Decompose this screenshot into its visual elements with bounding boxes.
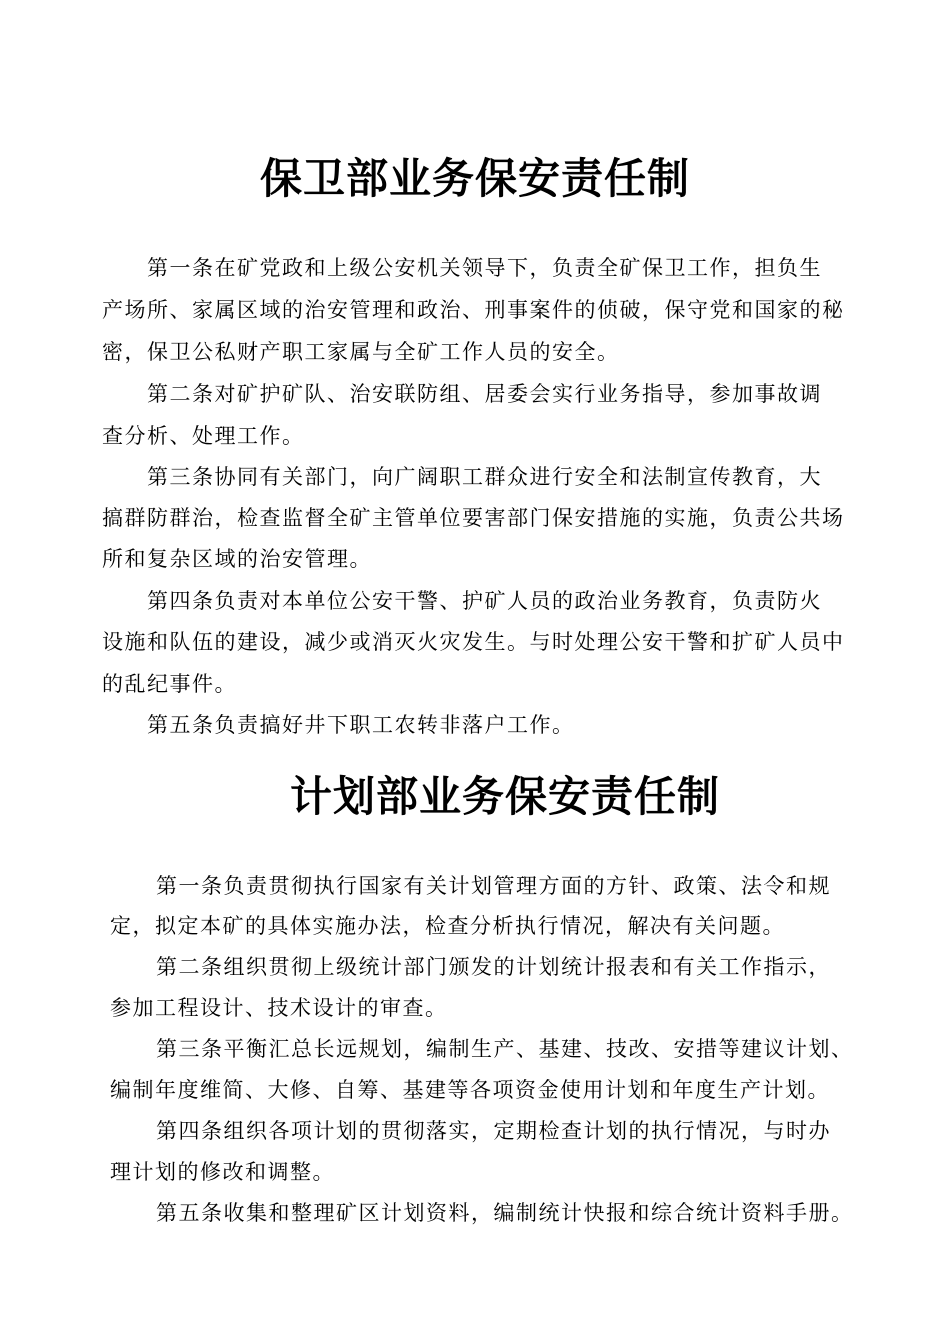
paragraph-line: 第三条协同有关部门，向广阔职工群众进行安全和法制宣传教育，大 [147,465,822,489]
paragraph-line: 密，保卫公私财产职工家属与全矿工作人员的安全。 [102,340,620,364]
paragraph-line: 搞群防群治，检查监督全矿主管单位要害部门保安措施的实施，负责公共场 [102,506,845,530]
paragraph-line: 第四条负责对本单位公安干警、护矿人员的政治业务教育，负责防火 [147,589,822,613]
paragraph-line: 第一条负责贯彻执行国家有关计划管理方面的方针、政策、法令和规 [156,874,831,898]
paragraph-line: 所和复杂区域的治安管理。 [102,547,372,571]
paragraph-line: 第一条在矿党政和上级公安机关领导下，负责全矿保卫工作，担负生 [147,256,822,280]
paragraph-line: 参加工程设计、技术设计的审查。 [110,996,448,1020]
paragraph-line: 产场所、家属区域的治安管理和政治、刑事案件的侦破，保守党和国家的秘 [102,298,845,322]
paragraph-line: 第五条收集和整理矿区计划资料，编制统计快报和综合统计资料手册。 [156,1201,854,1225]
paragraph-line: 查分析、处理工作。 [102,424,305,448]
paragraph-line: 设施和队伍的建设，减少或消灭火灾发生。与时处理公安干警和扩矿人员中 [102,630,845,654]
paragraph-line: 第二条组织贯彻上级统计部门颁发的计划统计报表和有关工作指示， [156,955,831,979]
paragraph-line: 第五条负责搞好井下职工农转非落户工作。 [147,713,575,737]
paragraph-line: 第二条对矿护矿队、治安联防组、居委会实行业务指导，参加事故调 [147,382,822,406]
paragraph-line: 理计划的修改和调整。 [110,1160,335,1184]
paragraph-line: 的乱纪事件。 [102,672,237,696]
section-title: 保卫部业务保安责任制 [259,154,690,203]
paragraph-line: 第四条组织各项计划的贯彻落实，定期检查计划的执行情况，与时办 [156,1119,831,1143]
section-title: 计划部业务保安责任制 [289,772,720,821]
paragraph-line: 第三条平衡汇总长远规划，编制生产、基建、技改、安措等建议计划、 [156,1037,854,1061]
paragraph-line: 编制年度维简、大修、自筹、基建等各项资金使用计划和年度生产计划。 [110,1078,830,1102]
paragraph-line: 定，拟定本矿的具体实施办法，检查分析执行情况，解决有关问题。 [110,914,785,938]
